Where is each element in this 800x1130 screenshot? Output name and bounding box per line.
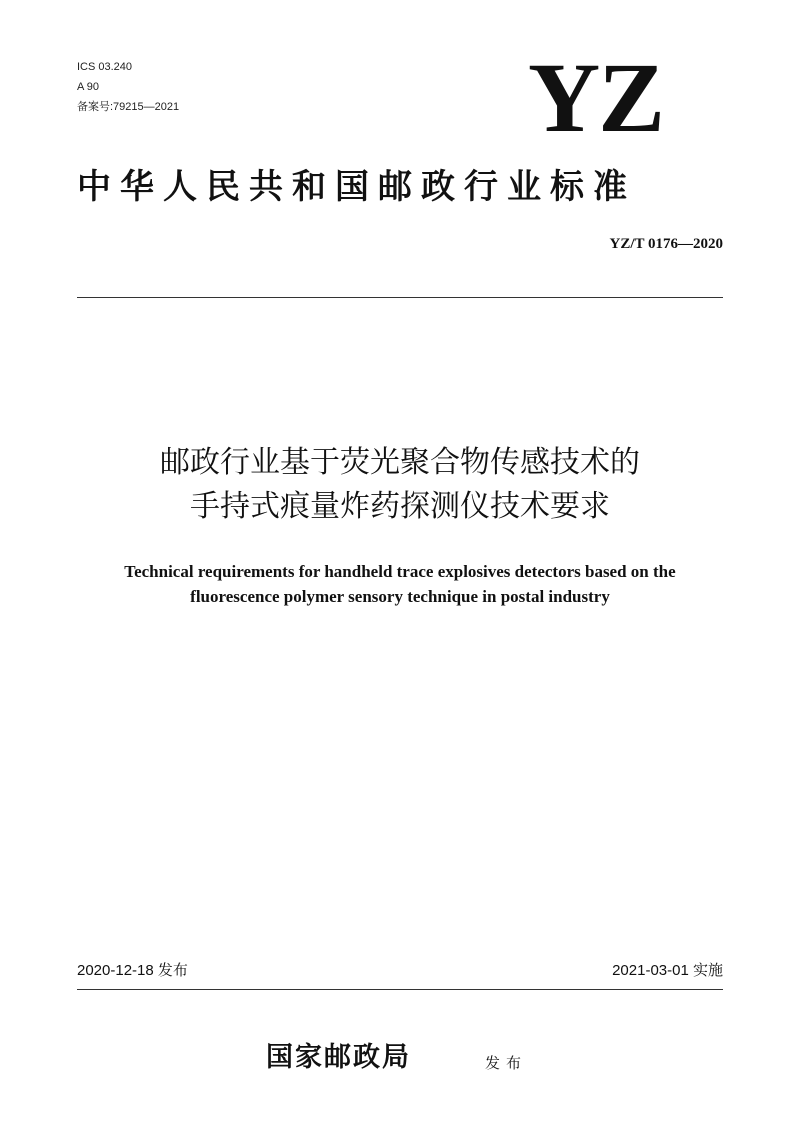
english-title [0,559,800,609]
chinese-title [0,441,800,529]
release-date: 2020-12-18 发布 [77,962,188,979]
english-title-line-1: Technical requirements for handheld trace explosives detectors based on the [124,562,676,581]
english-title-line-2: fluorescence polymer sensory technique in postal industry [190,587,610,606]
top-divider [77,297,723,298]
classification-block [77,57,179,117]
record-number: 备案号:79215—2021 [77,101,180,113]
publish-label: 发布 [485,1054,528,1072]
yz-logo: YZ [528,42,663,153]
standard-number: YZ/T 0176—2020 [609,236,723,252]
ccs-code: A 90 [77,81,100,93]
standard-category-title: 中华人民共和国邮政行业标准 [77,167,636,207]
ics-code: ICS 03.240 [77,61,133,73]
chinese-title-line-2: 手持式痕量炸药探测仪技术要求 [190,489,610,524]
chinese-title-line-1: 邮政行业基于荧光聚合物传感技术的 [160,445,640,480]
implementation-date: 2021-03-01 实施 [612,962,723,979]
publisher-name: 国家邮政局 [266,1042,411,1073]
bottom-divider [77,989,723,990]
